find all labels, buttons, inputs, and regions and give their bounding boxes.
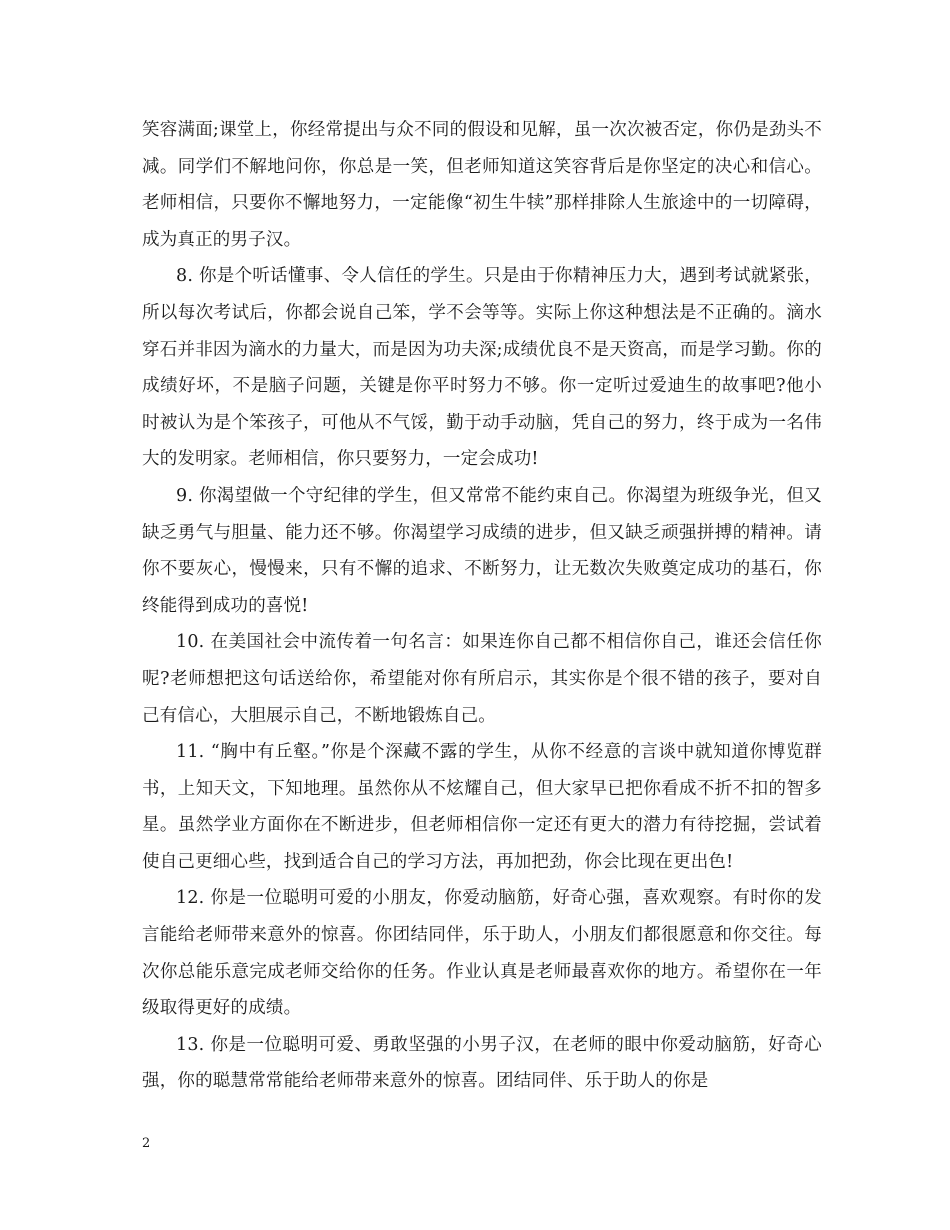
paragraph-continuation: 笑容满面;课堂上，你经常提出与众不同的假设和见解，虽一次次被否定，你仍是劲头不减。同学们不解地问你，你总是一笑，但老师知道这笑容背后是你坚定的决心和信心。老师相信，只要你不懈地努力，一定能像“初生牛犊”那样排除人生旅途中的一切障碍，成为真正的男子汉。: [142, 120, 822, 250]
paragraph-item-9: 9. 你渴望做一个守纪律的学生，但又常常不能约束自己。你渴望为班级争光，但又缺乏勇气与胆量、能力还不够。你渴望学习成绩的进步，但又缺乏顽强拼搏的精神。请你不要灰心，慢慢来，只有不懈的追求、不断努力，让无数次失败奠定成功的基石，你终能得到成功的喜悦!: [142, 485, 822, 616]
paragraph-item-10: 10. 在美国社会中流传着一句名言：如果连你自己都不相信你自己，谁还会信任你呢?老师想把这句话送给你，希望能对你有所启示，其实你是个很不错的孩子，要对自己有信心，大胆展示自己，不断地锻炼自己。: [142, 632, 822, 726]
paragraph-item-13: 13. 你是一位聪明可爱、勇敢坚强的小男子汉，在老师的眼中你爱动脑筋，好奇心强，你的聪慧常常能给老师带来意外的惊喜。团结同伴、乐于助人的你是: [142, 1034, 822, 1092]
document-body: [142, 112, 822, 1100]
page-number: 2: [142, 1136, 151, 1151]
paragraph-item-11: 11. “胸中有丘壑。”你是个深藏不露的学生，从你不经意的言谈中就知道你博览群书，上知天文，下知地理。虽然你从不炫耀自己，但大家早已把你看成不折不扣的智多星。虽然学业方面你在不断进步，但老师相信你一定还有更大的潜力有待挖掘，尝试着使自己更细心些，找到适合自己的学习方法，再加把劲，你会比现在更出色!: [142, 742, 822, 872]
paragraph-item-8: 8. 你是个听话懂事、令人信任的学生。只是由于你精神压力大，遇到考试就紧张，所以每次考试后，你都会说自己笨，学不会等等。实际上你这种想法是不正确的。滴水穿石并非因为滴水的力量大，而是因为功夫深;成绩优良不是天资高，而是学习勤。你的成绩好坏，不是脑子问题，关键是你平时努力不够。你一定听过爱迪生的故事吧?他小时被认为是个笨孩子，可他从不气馁，勤于动手动脑，凭自己的努力，终于成为一名伟大的发明家。老师相信，你只要努力，一定会成功!: [142, 266, 822, 470]
paragraph-item-12: 12. 你是一位聪明可爱的小朋友，你爱动脑筋，好奇心强，喜欢观察。有时你的发言能给老师带来意外的惊喜。你团结同伴，乐于助人，小朋友们都很愿意和你交往。每次你总能乐意完成老师交给你的任务。作业认真是老师最喜欢你的地方。希望你在一年级取得更好的成绩。: [142, 888, 822, 1019]
